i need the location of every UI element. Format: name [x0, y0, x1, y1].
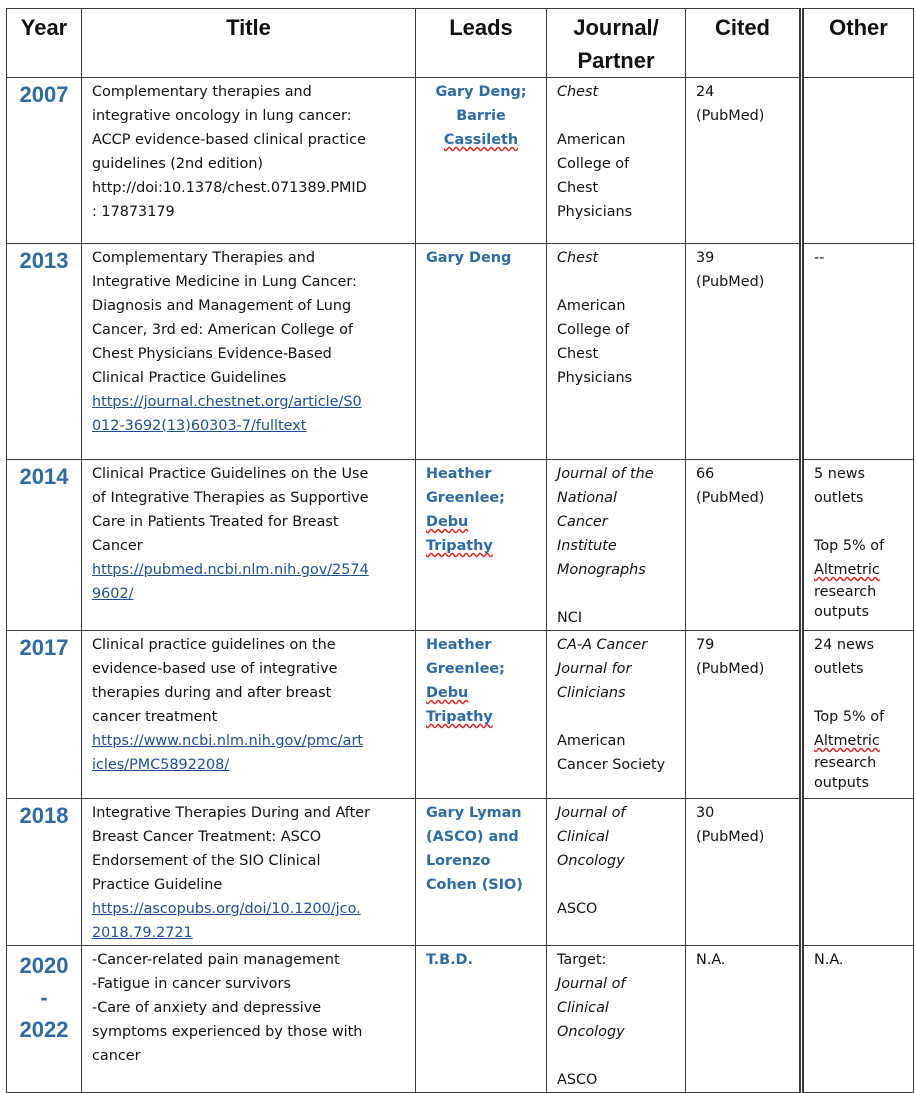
table-row [7, 244, 914, 460]
table-row [7, 799, 914, 946]
cited-cell: 66 (PubMed) [686, 460, 802, 631]
journal-cell: Chest American College of Chest Physicians [547, 244, 686, 460]
article-link[interactable]: icles/PMC5892208/ [92, 757, 230, 773]
header-title: Title [82, 9, 416, 78]
header-journal: Journal/ Partner [547, 9, 686, 78]
year-cell: 2014 [7, 460, 82, 631]
article-link[interactable]: https://www.ncbi.nlm.nih.gov/pmc/art [92, 733, 364, 749]
leads-cell: Gary Deng; Barrie Cassileth [416, 78, 547, 244]
other-cell: N.A. [802, 946, 914, 1093]
article-link[interactable]: 9602/ [92, 586, 134, 602]
table-row [7, 946, 914, 1093]
journal-cell: CA-A Cancer Journal for Clinicians American Cancer Society [547, 631, 686, 799]
journal-cell: Journal of Clinical Oncology ASCO [547, 799, 686, 946]
title-cell: Clinical practice guidelines on the evidence-based use of integrative therapies during and after breast cancer treatment https://www.ncbi.nlm.nih.gov/pmc/art icles/PMC5892208/ [82, 631, 416, 799]
journal-cell: Chest American College of Chest Physicians [547, 78, 686, 244]
leads-cell: T.B.D. [416, 946, 547, 1093]
other-cell: 24 news outlets Top 5% of Altmetric research outputs [802, 631, 914, 799]
header-year: Year [7, 9, 82, 78]
header-row [7, 9, 914, 78]
table-row [7, 78, 914, 244]
cited-cell: N.A. [686, 946, 802, 1093]
journal-cell: Target: Journal of Clinical Oncology ASCO [547, 946, 686, 1093]
article-link[interactable]: https://pubmed.ncbi.nlm.nih.gov/2574 [92, 562, 369, 578]
year-cell: 2007 [7, 78, 82, 244]
title-cell: Complementary therapies and integrative oncology in lung cancer: ACCP evidence-based clinical practice guidelines (2nd edition) http://doi:10.1378/chest.071389.PMID : 17873179 [82, 78, 416, 244]
year-cell: 2018 [7, 799, 82, 946]
leads-cell: Heather Greenlee; Debu Tripathy [416, 631, 547, 799]
leads-cell: Gary Lyman (ASCO) and Lorenzo Cohen (SIO) [416, 799, 547, 946]
leads-cell: Heather Greenlee; Debu Tripathy [416, 460, 547, 631]
header-cited: Cited [686, 9, 802, 78]
table-row [7, 631, 914, 799]
cited-cell: 24 (PubMed) [686, 78, 802, 244]
guidelines-table [6, 8, 914, 1093]
title-cell: Integrative Therapies During and After Breast Cancer Treatment: ASCO Endorsement of the SIO Clinical Practice Guideline https://ascopubs.org/doi/10.1200/jco. 2018.79.2721 [82, 799, 416, 946]
header-other: Other [802, 9, 914, 78]
title-cell: -Cancer-related pain management -Fatigue in cancer survivors -Care of anxiety and depressive symptoms experienced by those with cancer [82, 946, 416, 1093]
article-link[interactable]: 2018.79.2721 [92, 925, 193, 941]
year-cell: 2017 [7, 631, 82, 799]
title-cell: Clinical Practice Guidelines on the Use of Integrative Therapies as Supportive Care in Patients Treated for Breast Cancer https://pubmed.ncbi.nlm.nih.gov/2574 9602/ [82, 460, 416, 631]
cited-cell: 30 (PubMed) [686, 799, 802, 946]
table-row [7, 460, 914, 631]
year-cell: 2013 [7, 244, 82, 460]
title-cell: Complementary Therapies and Integrative Medicine in Lung Cancer: Diagnosis and Management of Lung Cancer, 3rd ed: American College of Chest Physicians Evidence-Based Clinical Practice Guidelines https://journal.chestnet.org/article/S0 012-3692(13)60303-7/fulltext [82, 244, 416, 460]
journal-cell: Journal of the National Cancer Institute Monographs NCI [547, 460, 686, 631]
header-leads: Leads [416, 9, 547, 78]
article-link[interactable]: 012-3692(13)60303-7/fulltext [92, 418, 307, 434]
cited-cell: 79 (PubMed) [686, 631, 802, 799]
leads-cell: Gary Deng [416, 244, 547, 460]
other-cell: 5 news outlets Top 5% of Altmetric research outputs [802, 460, 914, 631]
other-cell [802, 799, 914, 946]
article-link[interactable]: https://journal.chestnet.org/article/S0 [92, 394, 362, 410]
other-cell [802, 78, 914, 244]
year-cell: 2020 - 2022 [7, 946, 82, 1093]
other-cell: -- [802, 244, 914, 460]
cited-cell: 39 (PubMed) [686, 244, 802, 460]
article-link[interactable]: https://ascopubs.org/doi/10.1200/jco. [92, 901, 361, 917]
